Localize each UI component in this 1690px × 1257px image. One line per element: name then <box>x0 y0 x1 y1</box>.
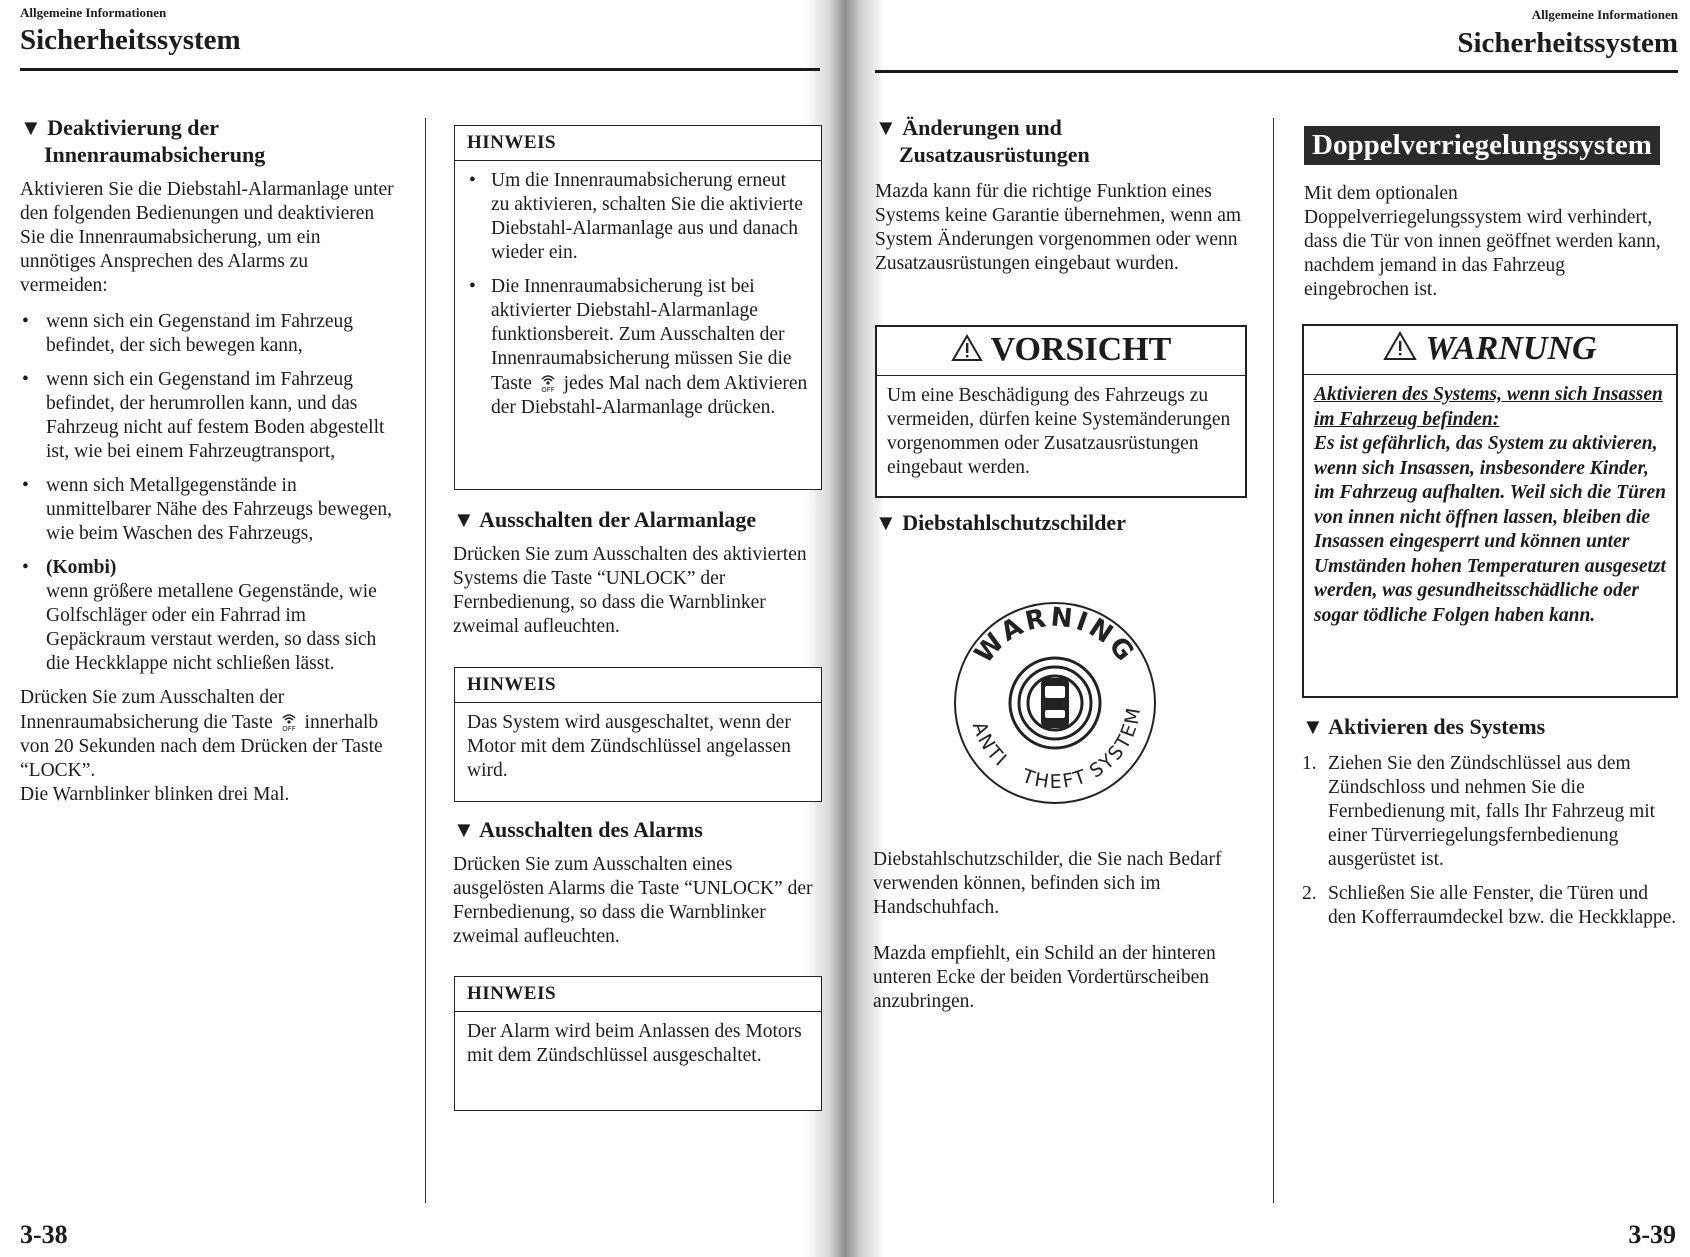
svg-text:OFF: OFF <box>281 725 296 732</box>
list-item: • Die Innenraumabsicherung ist bei aktivierter Diebstahl-Alarmanlage funktionsbereit. Zum Ausschalten der Innenraumabsicherung müssen Sie die Taste OFF jedes Mal nach dem Aktivieren der Diebstahl-Alarmanlage drücken. <box>467 275 809 420</box>
stickers-text-2: Mazda empfiehlt, ein Schild an der hinteren unteren Ecke der beiden Vordertürscheiben anzubringen. <box>873 943 1216 1012</box>
vorsicht-box <box>875 325 1247 498</box>
sticker-right-text: SYSTEM <box>1085 704 1146 783</box>
deactivation-heading: ▼ Deaktivierung der Innenraumabsicherung <box>20 115 266 167</box>
section-triangle-icon: ▼ <box>453 817 475 842</box>
list-item: • wenn sich ein Gegenstand im Fahrzeug befindet, der sich bewegen kann, <box>20 310 400 358</box>
list-item: • Um die Innenraumabsicherung erneut zu aktivieren, schalten Sie die aktivierte Diebstahl-Alarmanlage aus und danach wieder ein. <box>467 169 809 265</box>
stickers-section <box>875 509 1250 536</box>
alarm-off-text: Drücken Sie zum Ausschalten des aktivierten Systems die Taste “UNLOCK” der Fernbedienung, so dass die Warnblinker zweimal aufleuchten. <box>453 544 807 637</box>
list-item: • wenn sich Metallgegenstände in unmittelbarer Nähe des Fahrzeugs bewegen, wie beim Waschen des Fahrzeugs, <box>20 474 400 546</box>
deactivation-intro: Aktivieren Sie die Diebstahl-Alarmanlage unter den folgenden Bedienungen und deaktivieren Sie die Innenraumabsicherung, um ein unnötiges Ansprechen des Alarms zu vermeiden: <box>20 179 394 296</box>
changes-text: Mazda kann für die richtige Funktion eines Systems keine Garantie übernehmen, wenn am System Änderungen vorgenommen oder wenn Zusatzausrüstungen eingebaut wurden. <box>875 181 1242 274</box>
right-page-number: 3-39 <box>1628 1220 1676 1249</box>
alarm-stop-section <box>453 816 823 949</box>
alarm-stop-heading: ▼ Ausschalten des Alarms <box>453 817 703 842</box>
right-header-rule <box>875 70 1678 73</box>
alarm-stop-text: Drücken Sie zum Ausschalten eines ausgelösten Alarms die Taste “UNLOCK” der Fernbedienung, so dass die Warnblinker zweimal aufleuchten. <box>453 854 813 947</box>
stickers-text-block <box>873 848 1248 1014</box>
section-triangle-icon: ▼ <box>875 510 897 535</box>
vorsicht-header <box>877 327 1245 376</box>
deactivation-bullets <box>20 310 400 676</box>
anti-theft-sticker-image <box>950 598 1160 808</box>
hinweis-box-2 <box>454 667 822 802</box>
sticker-top-text: WARNING <box>969 602 1142 670</box>
vorsicht-title: VORSICHT <box>990 331 1172 368</box>
changes-heading: ▼ Änderungen und Zusatzausrüstungen <box>875 115 1090 167</box>
sticker-bottom-text: THEFT <box>1019 765 1091 794</box>
warning-triangle-icon <box>951 334 983 362</box>
section-triangle-icon: ▼ <box>453 507 475 532</box>
warning-triangle-icon <box>1383 331 1417 361</box>
alarm-off-heading: ▼ Ausschalten der Alarmanlage <box>453 507 757 532</box>
activate-heading: ▼ Aktivieren des Systems <box>1302 714 1546 739</box>
stickers-text-1: Diebstahlschutzschilder, die Sie nach Bedarf verwenden können, befinden sich im Handschuhfach. <box>873 849 1222 918</box>
warnung-header <box>1304 326 1676 375</box>
warnung-text: Es ist gefährlich, das System zu aktivieren, wenn sich Insassen, insbesondere Kinder, im Fahrzeug aufhalten. Weil sich die Türen von innen nicht öffnen lassen, bleiben die Insassen eingesperrt und können unter Umständen hohen Temperaturen ausgesetzt werden, was gesundheitsschädliche oder sogar tödliche Folgen haben kann. <box>1314 433 1666 626</box>
left-header-rule <box>20 68 820 71</box>
right-section-label: Allgemeine Informationen <box>1531 7 1678 22</box>
left-page-title: Sicherheitssystem <box>20 24 241 56</box>
deactivation-outro: Drücken Sie zum Ausschalten der Innenraumabsicherung die Taste OFF innerhalb von 20 Sekunden nach dem Drücken der Taste “LOCK”. Die Warnblinker blinken drei Mal. <box>20 687 383 805</box>
sticker-left-text: ANTI <box>967 718 1012 772</box>
hinweis-title: HINWEIS <box>455 126 821 161</box>
vorsicht-text: Um eine Beschädigung des Fahrzeugs zu vermeiden, dürfen keine Systemänderungen vorgenommen oder Zusatzausrüstungen eingebaut werden. <box>887 385 1231 478</box>
changes-section <box>875 114 1250 276</box>
double-lock-banner: Doppelverriegelungssystem <box>1304 126 1660 165</box>
section-triangle-icon: ▼ <box>1302 714 1324 739</box>
list-item-kombi <box>20 556 400 676</box>
hinweis-title: HINWEIS <box>455 668 821 703</box>
right-page-title: Sicherheitssystem <box>1457 27 1678 59</box>
activate-section <box>1302 713 1677 940</box>
warnung-box <box>1302 324 1678 698</box>
hinweis-title: HINWEIS <box>455 977 821 1012</box>
intrusion-sensor-off-icon <box>278 710 300 732</box>
list-item: 1. Ziehen Sie den Zündschlüssel aus dem Zündschloss und nehmen Sie die Fernbedienung mit, falls Ihr Fahrzeug mit einer Türverriegelungsfernbedienung ausgerüstet ist. <box>1302 753 1656 870</box>
left-section-label: Allgemeine Informationen <box>20 5 167 20</box>
kombi-label: (Kombi) <box>46 557 117 578</box>
section-triangle-icon: ▼ <box>875 115 897 140</box>
stickers-heading: ▼ Diebstahlschutzschilder <box>875 510 1126 535</box>
list-item: • wenn sich ein Gegenstand im Fahrzeug befindet, der herumrollen kann, und das Fahrzeug nicht auf festem Boden abgestellt ist, wie bei einem Fahrzeugtransport, <box>20 368 400 464</box>
hinweis-box-3 <box>454 976 822 1111</box>
right-column-divider <box>1273 118 1274 1203</box>
intrusion-sensor-off-icon <box>537 371 559 393</box>
kombi-text: wenn größere metallene Gegenstände, wie Golfschläger oder ein Fahrrad im Gepäckraum verstaut werden, so dass sich die Heckklappe nicht schließen lässt. <box>46 581 377 674</box>
section-triangle-icon: ▼ <box>20 115 42 140</box>
warnung-underline-text: Aktivieren des Systems, wenn sich Insassen im Fahrzeug befinden: <box>1314 384 1663 430</box>
alarm-off-section <box>453 506 823 639</box>
hinweis-text: Der Alarm wird beim Anlassen des Motors mit dem Zündschlüssel ausgeschaltet. <box>467 1021 802 1066</box>
deactivation-section <box>20 114 400 807</box>
hinweis-text: Das System wird ausgeschaltet, wenn der Motor mit dem Zündschlüssel angelassen wird. <box>467 712 791 781</box>
left-page-number: 3-38 <box>20 1220 68 1249</box>
activate-steps <box>1302 752 1677 930</box>
list-item: 2. Schließen Sie alle Fenster, die Türen und den Kofferraumdeckel bzw. die Heckklappe. <box>1302 883 1677 928</box>
svg-text:OFF: OFF <box>540 386 555 393</box>
double-lock-intro: Mit dem optionalen Doppelverriegelungssystem wird verhindert, dass die Tür von innen geöffnet werden kann, nachdem jemand in das Fahrzeug eingebrochen ist. <box>1304 183 1661 300</box>
left-column-divider <box>425 118 426 1203</box>
hinweis-box-1 <box>454 125 822 490</box>
warnung-title: WARNUNG <box>1425 330 1597 367</box>
hinweis-bullets <box>467 169 809 420</box>
